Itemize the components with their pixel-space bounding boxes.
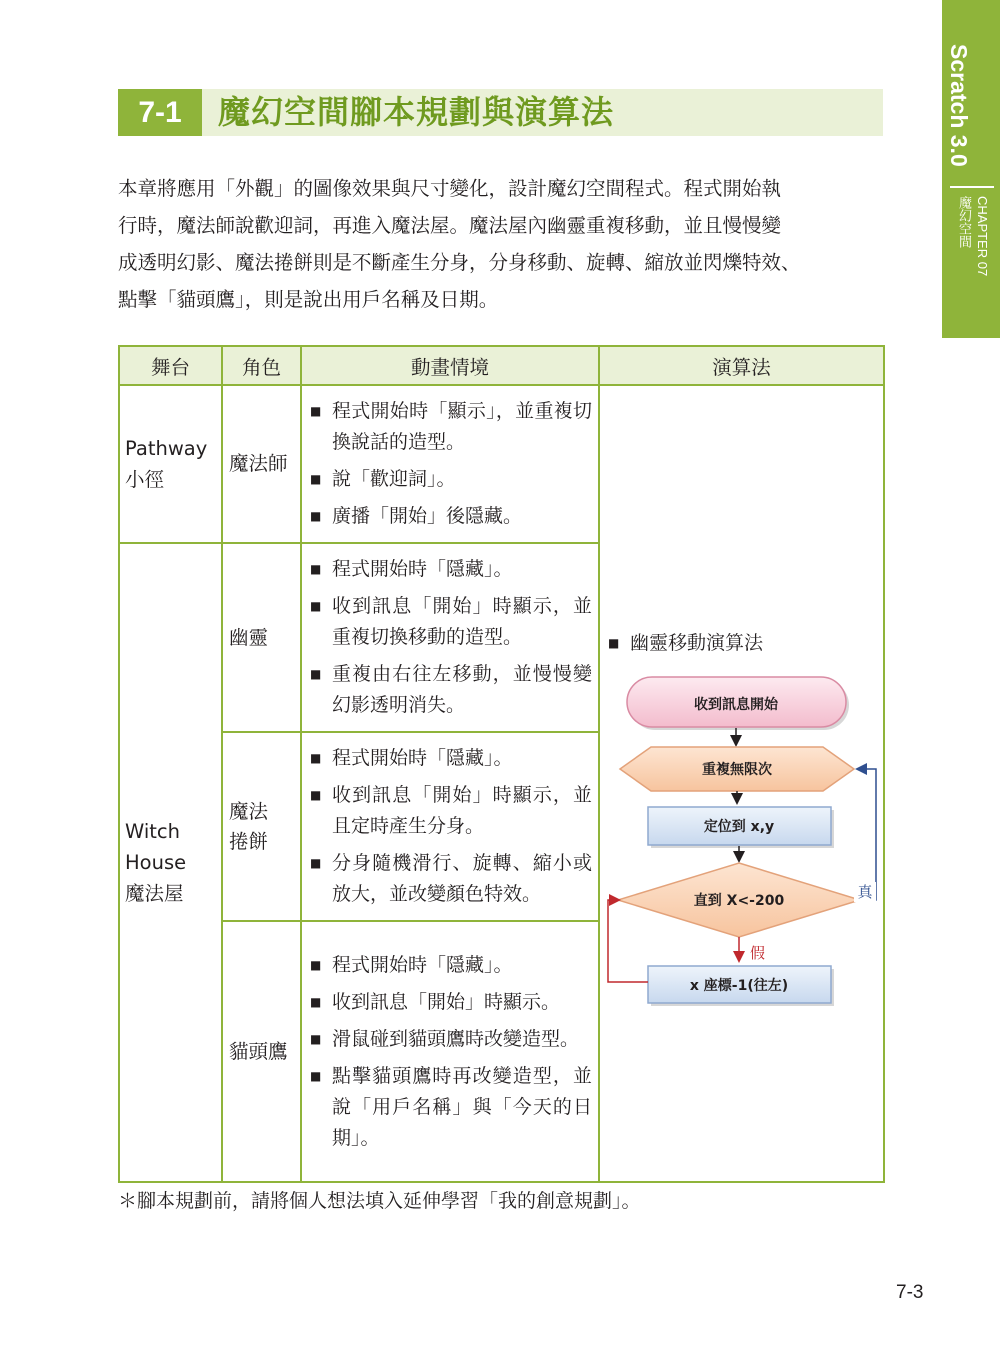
section-number: 7-1 <box>118 89 202 136</box>
flow-true-label: 真 <box>857 883 873 901</box>
list-item: ■ 程式開始時「隱藏」。 <box>310 953 513 976</box>
flow-loop-text: 重複無限次 <box>702 762 772 778</box>
list-item: ■ 程式開始時「顯示」，並重複切換說話的造型。 <box>310 400 592 453</box>
flow-move-text: x 座標-1(往左) <box>689 978 789 994</box>
script-plan-table <box>118 345 885 1183</box>
header-stage: 舞台 <box>119 346 222 385</box>
chapter-side-tab <box>942 0 1000 338</box>
stage-name-en: Pathway <box>125 437 208 460</box>
role-burrito <box>222 732 301 921</box>
list-item: ■ 收到訊息「開始」時顯示，並重複切換移動的造型。 <box>310 595 592 648</box>
stage-name-zh: 魔法屋 <box>125 882 184 905</box>
list-item: ■ 滑鼠碰到貓頭鷹時改變造型。 <box>310 1027 580 1050</box>
ghost-move-flowchart <box>600 386 885 1177</box>
role-wizard: 魔法師 <box>222 385 301 543</box>
role-name-line: 捲餅 <box>229 829 269 853</box>
flow-set-position-text: 定位到 x,y <box>703 819 775 835</box>
stage-name-zh: 小徑 <box>125 468 165 491</box>
list-item: ■ 程式開始時「隱藏」。 <box>310 747 513 769</box>
algorithm-cell <box>599 385 884 1182</box>
header-algorithm: 演算法 <box>599 346 884 385</box>
role-owl: 貓頭鷹 <box>222 921 301 1182</box>
book-brand: Scratch 3.0 <box>946 44 972 167</box>
intro-line: 本章將應用「外觀」的圖像效果與尺寸變化，設計魔幻空間程式。程式開始執 <box>118 177 782 200</box>
side-tab-divider <box>950 186 994 188</box>
list-item: ■ 收到訊息「開始」時顯示，並且定時產生分身。 <box>310 784 592 837</box>
flow-loop-back-arrow <box>608 900 648 982</box>
list-item: ■ 收到訊息「開始」時顯示。 <box>310 990 561 1013</box>
algorithm-title: ■ 幽靈移動演算法 <box>608 632 764 654</box>
intro-paragraph <box>118 170 888 318</box>
footnote: ＊腳本規劃前，請將個人想法填入延伸學習「我的創意規劃」。 <box>118 1190 641 1212</box>
list-item: ■ 程式開始時「隱藏」。 <box>310 558 513 580</box>
scene-burrito <box>301 732 599 921</box>
list-item: ■ 重複由右往左移動，並慢慢變幻影透明消失。 <box>310 663 592 716</box>
role-name-line: 魔法 <box>229 799 269 823</box>
stage-name-en: House <box>125 851 187 874</box>
stage-name-en: Witch <box>125 820 180 843</box>
list-item: ■ 點擊貓頭鷹時再改變造型，並說「用戶名稱」與「今天的日期」。 <box>310 1064 592 1149</box>
table-row <box>119 385 884 543</box>
scene-wizard <box>301 385 599 543</box>
flow-false-label: 假 <box>750 944 766 962</box>
section-title: 魔幻空間腳本規劃與演算法 <box>218 93 615 131</box>
intro-line: 成透明幻影、魔法捲餅則是不斷產生分身，分身移動、旋轉、縮放並閃爍特效、 <box>118 251 801 274</box>
chapter-label: CHAPTER 07 <box>975 196 990 277</box>
flow-start-text: 收到訊息開始 <box>694 697 778 713</box>
stage-witch-house <box>119 543 222 1182</box>
header-role: 角色 <box>222 346 301 385</box>
list-item: ■ 說「歡迎詞」。 <box>310 468 456 490</box>
flow-true-arrow <box>858 769 876 900</box>
header-scene: 動畫情境 <box>301 346 599 385</box>
chapter-subject: 魔幻空間 <box>956 196 971 248</box>
list-item: ■ 分身隨機滑行、旋轉、縮小或放大，並改變顏色特效。 <box>310 852 592 905</box>
scene-ghost <box>301 543 599 732</box>
table-header-row <box>119 346 884 385</box>
intro-line: 行時，魔法師說歡迎詞，再進入魔法屋。魔法屋內幽靈重複移動，並且慢慢變 <box>118 214 782 237</box>
scene-owl <box>301 921 599 1182</box>
stage-pathway <box>119 385 222 543</box>
flow-condition-text: 直到 X<-200 <box>693 893 785 909</box>
role-ghost: 幽靈 <box>222 543 301 732</box>
list-item: ■ 廣播「開始」後隱藏。 <box>310 505 523 527</box>
page-number: 7-3 <box>896 1282 924 1303</box>
intro-line: 點擊「貓頭鷹」，則是說出用戶名稱及日期。 <box>118 288 499 311</box>
